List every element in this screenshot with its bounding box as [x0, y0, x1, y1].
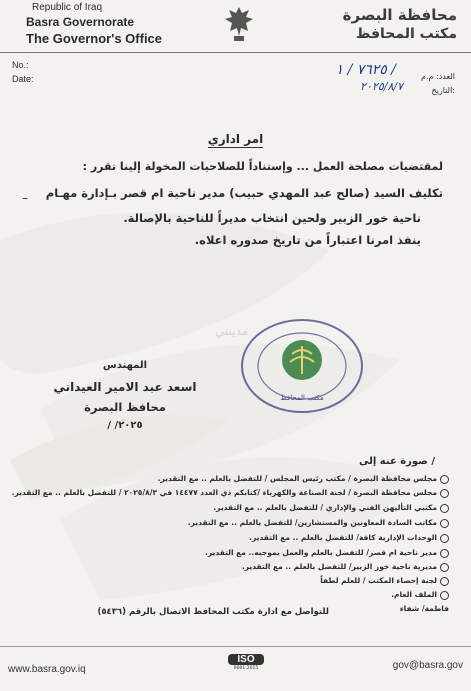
copy-item: مكتبي التأليهن الفني والإداري / للتفضل بالعلم .. مع التقدير. [213, 503, 449, 513]
republic-label: Republic of Iraq [32, 2, 103, 13]
iraq-eagle-emblem-icon [222, 4, 256, 44]
header-english [26, 4, 162, 46]
document-title [0, 132, 471, 146]
date-value: ٢٠٢٥/٨/٧ [360, 80, 403, 93]
date-label-en: Date: [12, 74, 34, 84]
header-divider [0, 52, 471, 53]
website-link[interactable]: www.basra.gov.iq [8, 664, 86, 675]
signature-title: المهندس [102, 360, 148, 371]
copy-item: لجنة إحصاء المكتب / للعلم لطفاً [320, 576, 449, 586]
copy-initials: فاطمة/ شفاء [399, 604, 449, 613]
footer-divider [0, 646, 471, 647]
body-line-1: لمقتضيات مصلحة العمل ... وإستناداً للصلاحيات المخولة إلينا تقرر : [82, 160, 443, 173]
copy-item: مديرية ناحية خور الزبير/ للتفضل بالعلم .. مع التقدير. [242, 562, 449, 572]
iso-label: ISO [228, 654, 264, 665]
iso-badge [228, 654, 264, 671]
stamp-label: مكتب المحافظ [280, 394, 324, 402]
faint-watermark-text: مدينتي [215, 324, 249, 338]
copy-item: الملف العام. [391, 590, 449, 600]
bullet-dash: – [22, 191, 28, 205]
official-stamp [238, 316, 366, 416]
email-link[interactable]: gov@basra.gov [392, 660, 463, 671]
governorate-arabic: محافظة البصرة [342, 6, 457, 24]
copy-item: الوحدات الإدارية كافة/ للتفضل بالعلم .. مع التقدير. [249, 533, 449, 543]
signature-position: محافظ البصرة [84, 400, 166, 414]
body-line-2: تكليف السيد (صالح عبد المهدي حبيب) مدير ناحية ام قصر بـإدارة مهـام [45, 186, 443, 200]
body-line-3: ناحية خور الزبير ولحين انتخاب مديراً للناحية بالإصالة. [123, 211, 421, 225]
signature-date: / /٢٠٢٥ [107, 420, 143, 431]
copy-to-title: صورة عنه إلى / [359, 456, 435, 467]
copy-item: مجلس محافظة البصرة / لجنة الصناعة والكهرباء /كتابكم ذي العدد ١٤٤٧٧ في ٢٠٢٥/٨/٣ / للتفضل بالعلم .. مع التقدير. [12, 488, 449, 498]
number-label-ar: العدد: م.م [421, 72, 455, 81]
number-value: ٧٦٢٥ / ١ / [335, 62, 396, 78]
copy-item: مدير ناحية ام قصر/ للتفضل بالعلم والعمل بموجبه.. مع التقدير. [205, 548, 449, 558]
contact-note: للتواصل مع ادارة مكتب المحافظ الاتصال بالرقم (٥٤٣٦) [97, 607, 329, 617]
copy-item: مجلس محافظة البصرة / مكتب رئيس المجلس / للتفضل بالعلم .. مع التقدير. [158, 474, 449, 484]
header-arabic [343, 6, 457, 42]
date-label-ar: التاريخ: [431, 86, 455, 95]
signature-name: اسعد عبد الامير العيداني [53, 380, 197, 394]
copy-item: مكاتب السادة المعاونين والمستشارين/ للتفضل بالعلم .. مع التقدير. [188, 518, 449, 528]
office-label: The Governor's Office [26, 31, 163, 46]
office-arabic: مكتب المحافظ [355, 26, 457, 42]
iso-standard: 9001:2015 [233, 666, 259, 671]
number-label-en: No.: [12, 60, 29, 70]
governorate-label: Basra Governorate [26, 15, 135, 29]
document-title-text: امر اداري [207, 132, 264, 146]
body-line-4: ينفذ امرنا اعتباراً من تاريخ صدوره اعلاه. [194, 233, 421, 247]
